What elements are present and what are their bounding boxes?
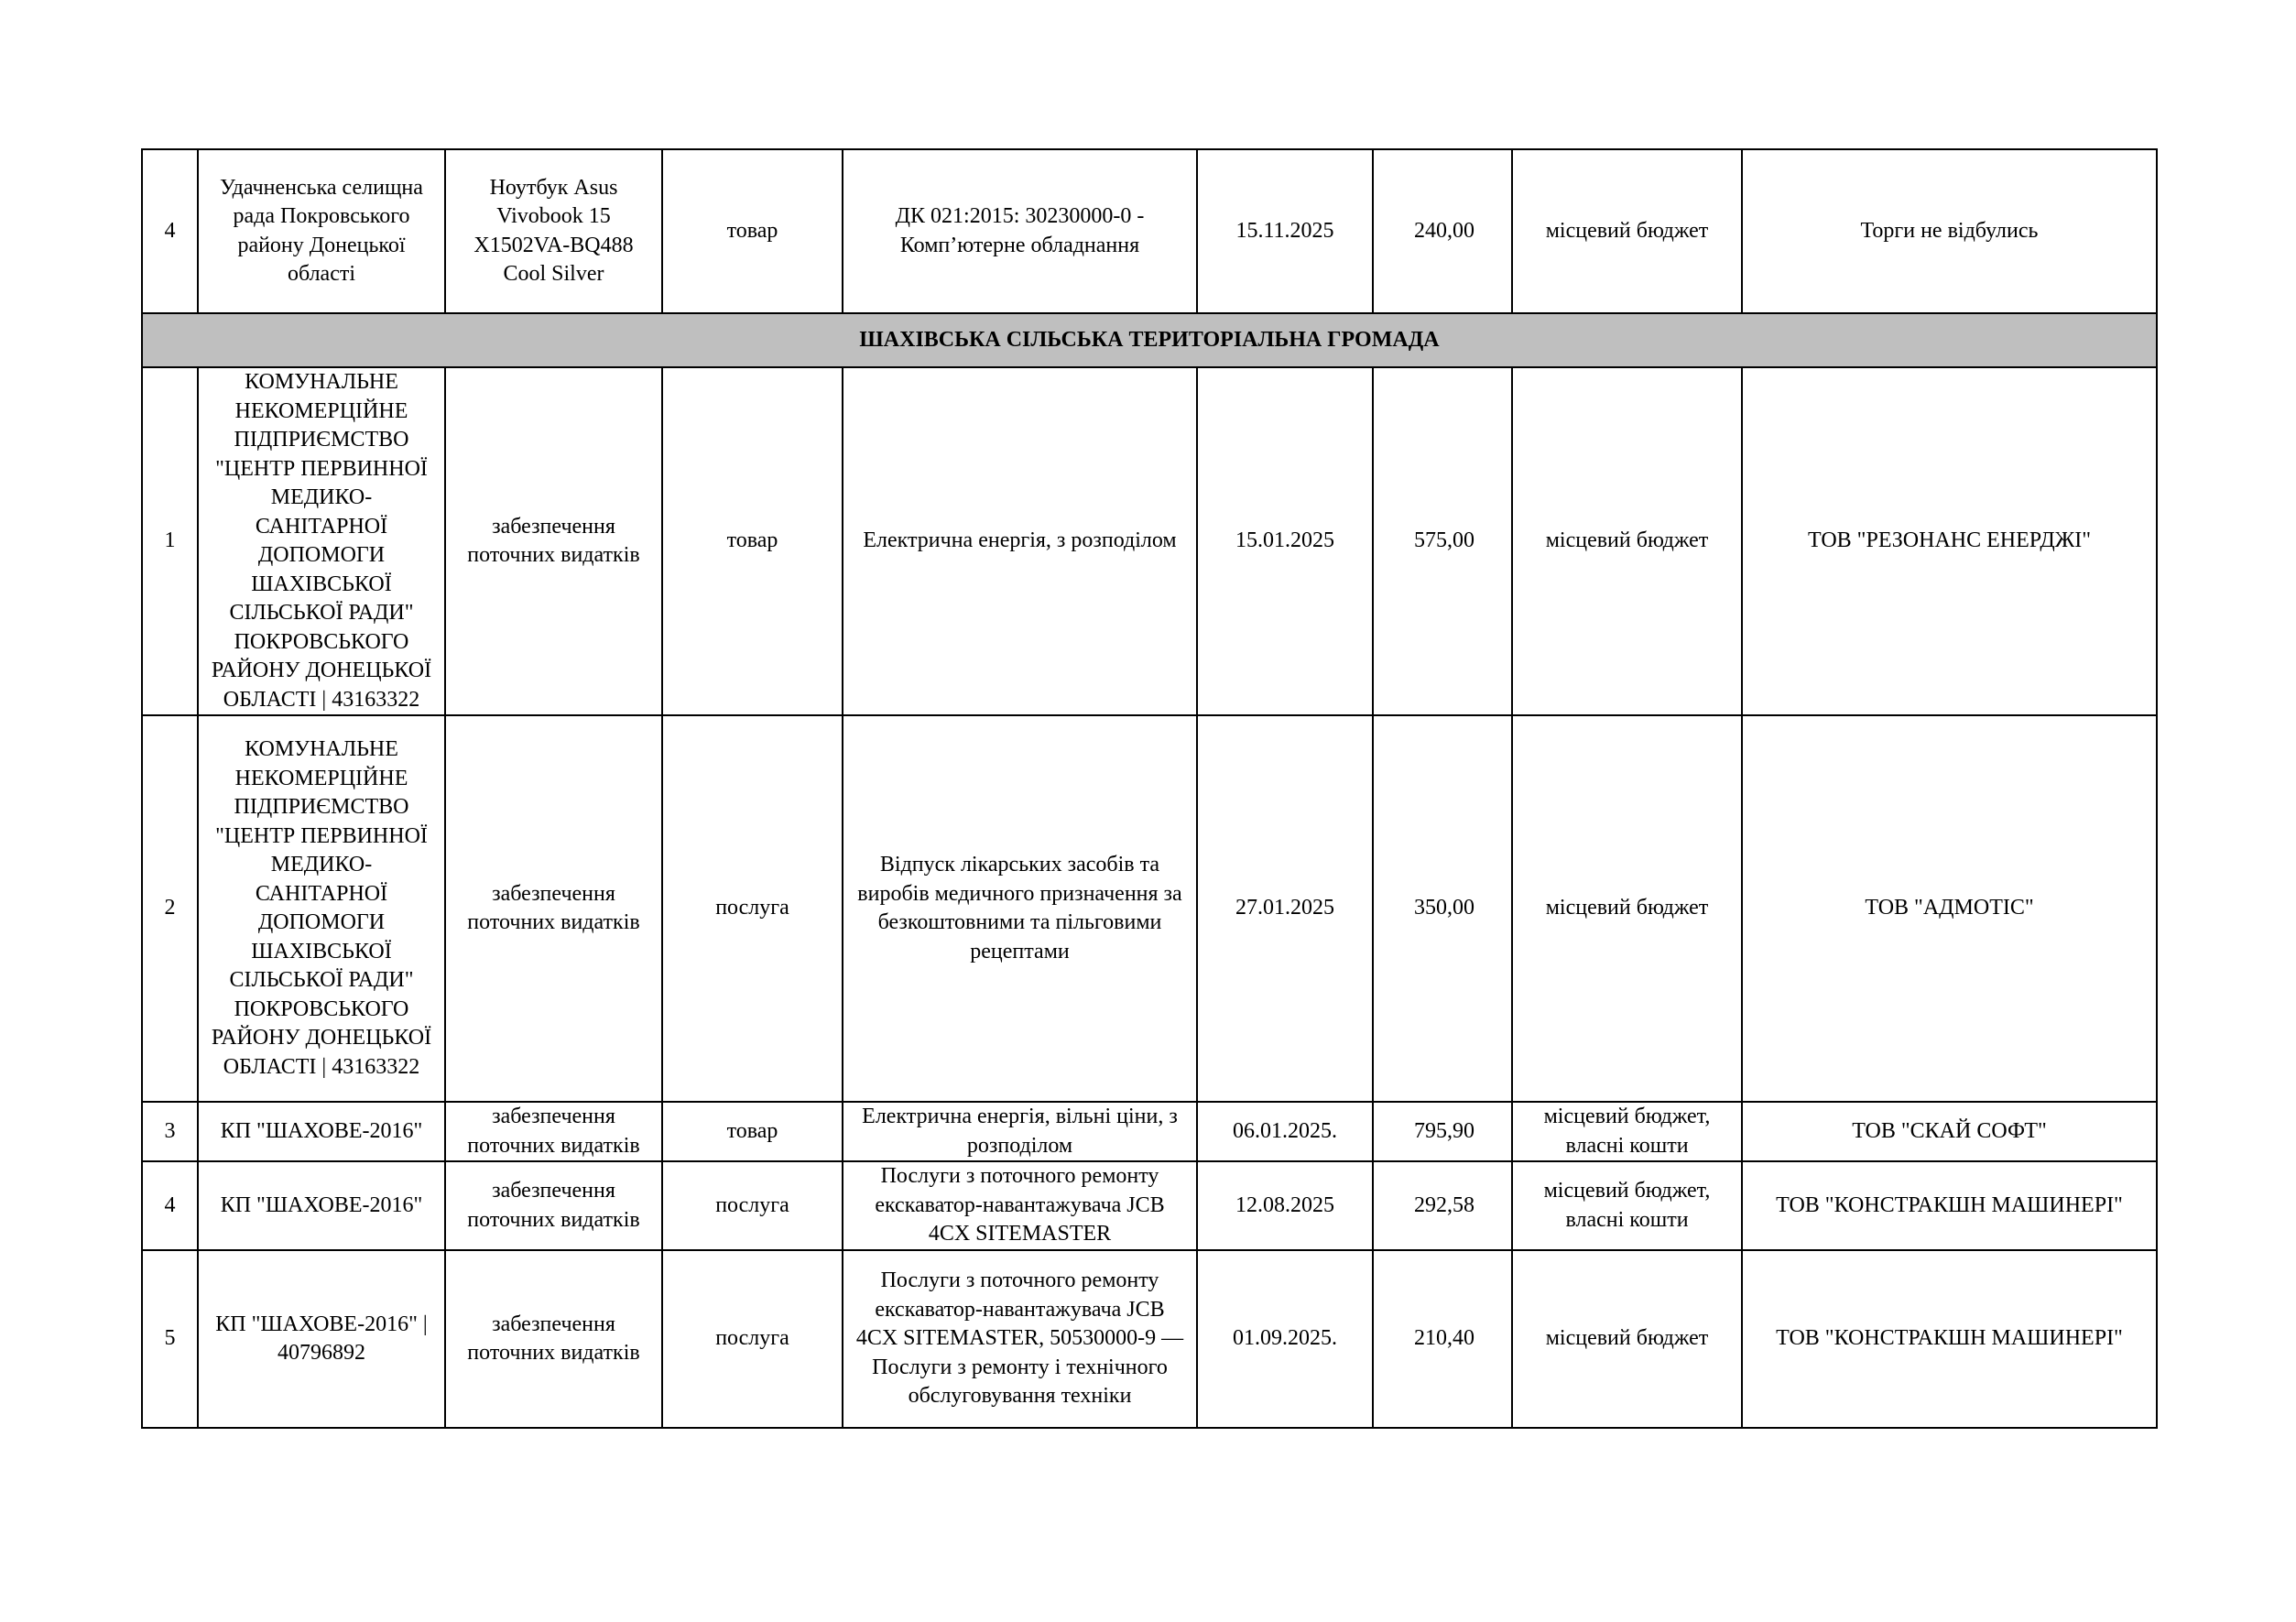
cell-code: Послуги з поточного ремонту екскаватор-навантажувача JCB 4CX SITEMASTER, 50530000-9 — Послуги з ремонту і технічного обслуговування техніки (843, 1250, 1197, 1428)
cell-source: місцевий бюджет, власні кошти (1512, 1161, 1742, 1250)
cell-result: Торги не відбулись (1742, 149, 2157, 313)
cell-amount: 210,40 (1373, 1250, 1512, 1428)
cell-date: 01.09.2025. (1197, 1250, 1373, 1428)
table-row (142, 367, 2157, 715)
cell-type: послуга (662, 715, 843, 1102)
cell-subject: забезпечення поточних видатків (445, 1161, 662, 1250)
cell-code: Електрична енергія, з розподілом (843, 367, 1197, 715)
cell-no: 5 (142, 1250, 198, 1428)
cell-subject: забезпечення поточних видатків (445, 715, 662, 1102)
cell-subject: Ноутбук Asus Vivobook 15 X1502VA-BQ488 Cool Silver (445, 149, 662, 313)
cell-type: товар (662, 1102, 843, 1161)
cell-result: ТОВ "АДМОТІС" (1742, 715, 2157, 1102)
cell-code: Відпуск лікарських засобів та виробів медичного призначення за безкоштовними та пільговими рецептами (843, 715, 1197, 1102)
cell-source: місцевий бюджет (1512, 1250, 1742, 1428)
cell-type: товар (662, 367, 843, 715)
cell-result: ТОВ "РЕЗОНАНС ЕНЕРДЖІ" (1742, 367, 2157, 715)
cell-result: ТОВ "СКАЙ СОФТ" (1742, 1102, 2157, 1161)
cell-type: товар (662, 149, 843, 313)
table-row (142, 1250, 2157, 1428)
cell-customer: КП "ШАХОВЕ-2016" (198, 1102, 445, 1161)
procurement-table (141, 148, 2158, 1429)
cell-customer: Удачненська селищна рада Покровського району Донецької області (198, 149, 445, 313)
cell-source: місцевий бюджет (1512, 715, 1742, 1102)
cell-source: місцевий бюджет, власні кошти (1512, 1102, 1742, 1161)
cell-date: 06.01.2025. (1197, 1102, 1373, 1161)
cell-subject: забезпечення поточних видатків (445, 1102, 662, 1161)
cell-result: ТОВ "КОНСТРАКШН МАШИНЕРІ" (1742, 1161, 2157, 1250)
cell-subject: забезпечення поточних видатків (445, 367, 662, 715)
cell-code: Послуги з поточного ремонту екскаватор-навантажувача JCB 4CX SITEMASTER (843, 1161, 1197, 1250)
cell-source: місцевий бюджет (1512, 149, 1742, 313)
table-row (142, 149, 2157, 313)
cell-result: ТОВ "КОНСТРАКШН МАШИНЕРІ" (1742, 1250, 2157, 1428)
cell-date: 12.08.2025 (1197, 1161, 1373, 1250)
cell-no: 2 (142, 715, 198, 1102)
cell-no: 4 (142, 1161, 198, 1250)
section-title: ШАХІВСЬКА СІЛЬСЬКА ТЕРИТОРІАЛЬНА ГРОМАДА (142, 313, 2157, 367)
cell-amount: 795,90 (1373, 1102, 1512, 1161)
cell-date: 15.11.2025 (1197, 149, 1373, 313)
cell-type: послуга (662, 1250, 843, 1428)
cell-amount: 292,58 (1373, 1161, 1512, 1250)
cell-no: 3 (142, 1102, 198, 1161)
table-row (142, 1161, 2157, 1250)
cell-customer: КОМУНАЛЬНЕ НЕКОМЕРЦІЙНЕ ПІДПРИЄМСТВО "ЦЕНТР ПЕРВИННОЇ МЕДИКО- САНІТАРНОЇ ДОПОМОГИ ШАХІВСЬКОЇ СІЛЬСЬКОЇ РАДИ" ПОКРОВСЬКОГО РАЙОНУ ДОНЕЦЬКОЇ ОБЛАСТІ | 43163322 (198, 367, 445, 715)
cell-customer: КП "ШАХОВЕ-2016" | 40796892 (198, 1250, 445, 1428)
cell-type: послуга (662, 1161, 843, 1250)
cell-amount: 350,00 (1373, 715, 1512, 1102)
cell-customer: КП "ШАХОВЕ-2016" (198, 1161, 445, 1250)
cell-subject: забезпечення поточних видатків (445, 1250, 662, 1428)
table-row (142, 715, 2157, 1102)
cell-date: 27.01.2025 (1197, 715, 1373, 1102)
cell-code: Електрична енергія, вільні ціни, з розподілом (843, 1102, 1197, 1161)
cell-code: ДК 021:2015: 30230000-0 - Комп’ютерне обладнання (843, 149, 1197, 313)
cell-date: 15.01.2025 (1197, 367, 1373, 715)
table-row (142, 1102, 2157, 1161)
cell-amount: 575,00 (1373, 367, 1512, 715)
cell-no: 4 (142, 149, 198, 313)
cell-amount: 240,00 (1373, 149, 1512, 313)
cell-source: місцевий бюджет (1512, 367, 1742, 715)
cell-no: 1 (142, 367, 198, 715)
section-row (142, 313, 2157, 367)
cell-customer: КОМУНАЛЬНЕ НЕКОМЕРЦІЙНЕ ПІДПРИЄМСТВО "ЦЕНТР ПЕРВИННОЇ МЕДИКО- САНІТАРНОЇ ДОПОМОГИ ШАХІВСЬКОЇ СІЛЬСЬКОЇ РАДИ" ПОКРОВСЬКОГО РАЙОНУ ДОНЕЦЬКОЇ ОБЛАСТІ | 43163322 (198, 715, 445, 1102)
